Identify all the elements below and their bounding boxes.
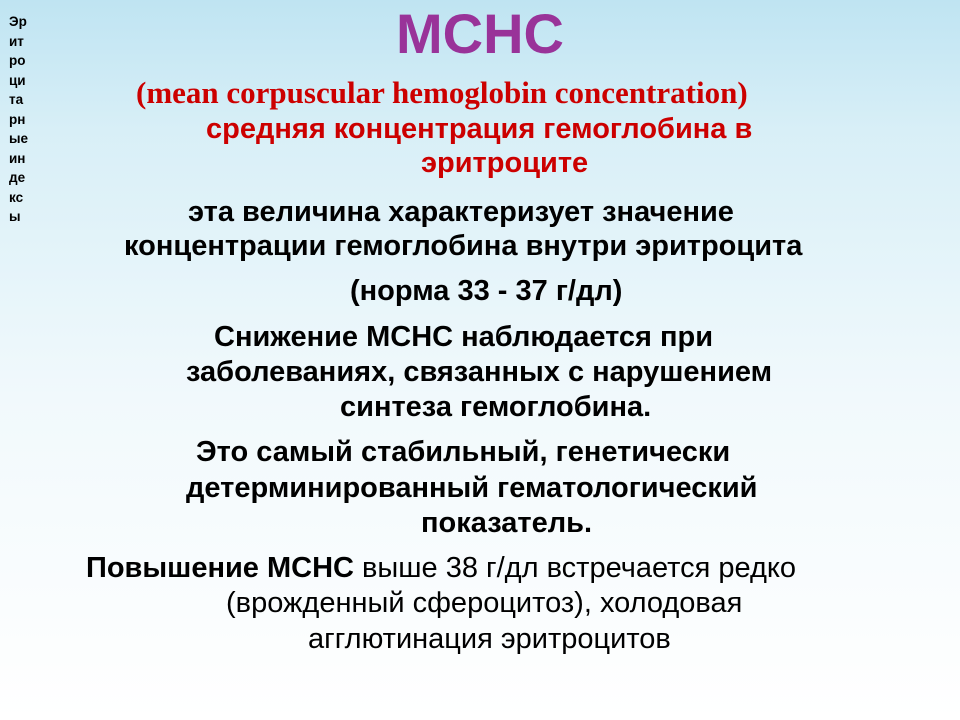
decrease-line1: Снижение МСНС наблюдается при [214,321,714,353]
stability-line2: детерминированный гематологический [186,472,758,504]
norm-range: (норма 33 - 37 г/дл) [350,275,623,307]
stability-line1: Это самый стабильный, генетически [196,436,731,468]
slide-title: МСНС [396,2,564,65]
increase-line1 [86,551,796,585]
side-label-syllable: Эр [9,14,27,29]
definition-russian-line2: эритроците [421,147,589,179]
definition-english: (mean corpuscular hemoglobin concentration) [136,75,748,110]
decrease-line2: заболеваниях, связанных с нарушением [186,356,773,388]
description-line2: концентрации гемоглобина внутри эритроцита [124,230,803,262]
stability-line3: показатель. [421,507,593,539]
increase-bold-part: Повышение МСНС [86,552,354,584]
definition-russian-line1: средняя концентрация гемоглобина в [206,113,753,145]
increase-line1-rest: выше 38 г/дл встречается редко [353,552,797,584]
side-label-syllable: ит [9,33,24,49]
increase-line3: агглютинация эритроцитов [308,623,671,655]
description-line1: эта величина характеризует значение [188,196,734,228]
side-label-syllable: ин [9,150,26,166]
side-label-syllable: де [9,170,26,185]
side-label-syllable: рн [9,111,26,127]
side-label-syllable: кс [9,189,24,205]
side-label-syllable: та [9,92,24,107]
decrease-line3: синтеза гемоглобина. [340,391,652,423]
side-label-syllable: ци [9,72,26,88]
increase-line2: (врожденный сфероцитоз), холодовая [226,587,743,619]
side-label-syllable: ые [9,131,29,146]
side-label-syllable: ы [9,209,21,224]
side-label-syllable: ро [9,53,26,68]
